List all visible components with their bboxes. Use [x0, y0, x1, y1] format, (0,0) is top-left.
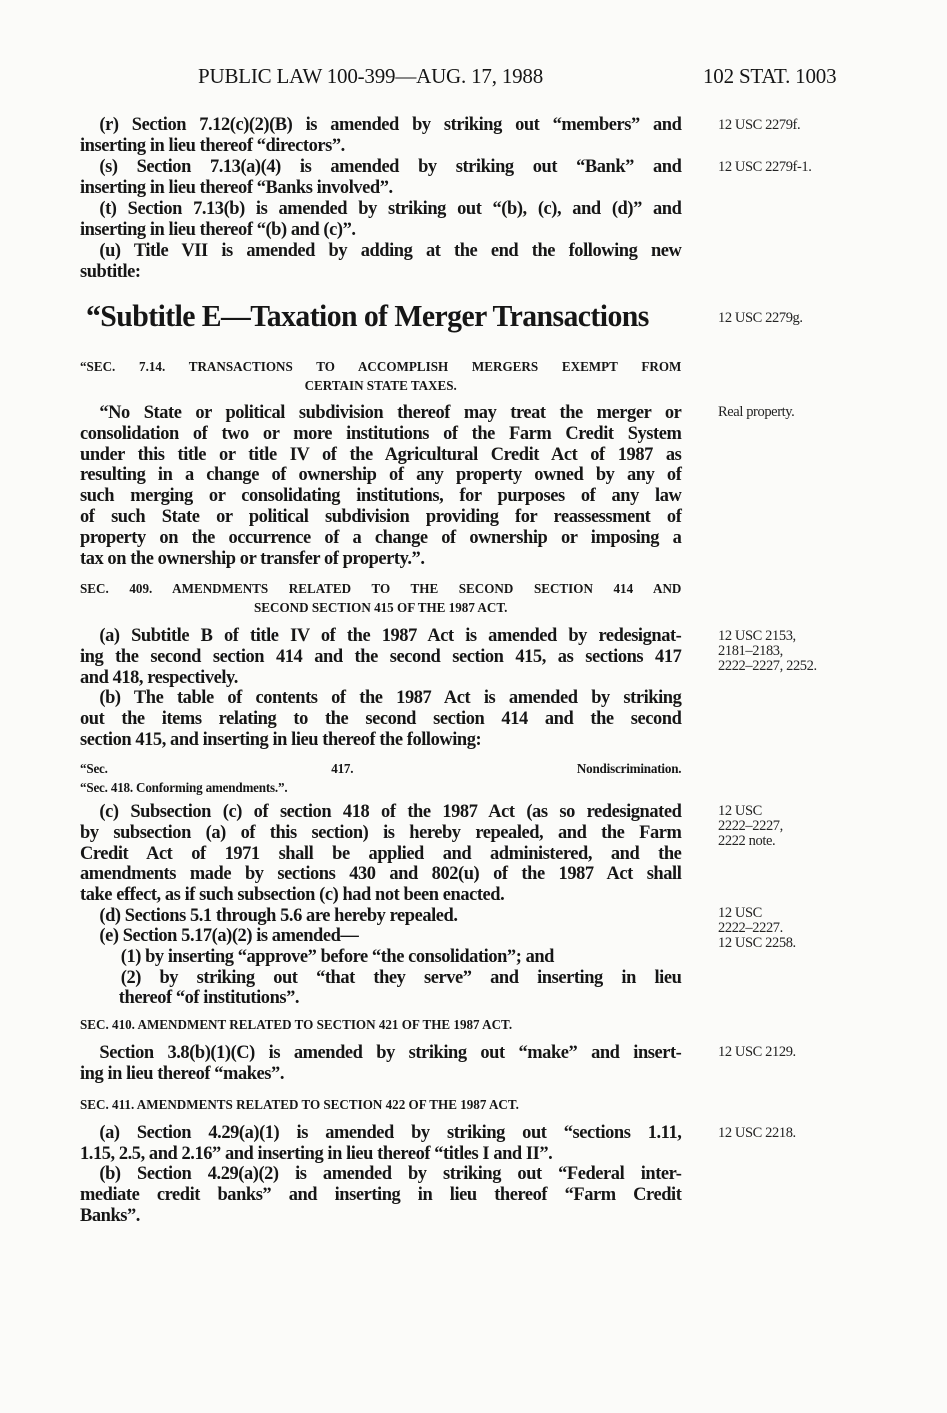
paragraph-411-a	[80, 1123, 700, 1165]
text-line: section 415, and inserting in lieu thereof the following:	[80, 728, 482, 750]
text-line: (s) Section 7.13(a)(4) is amended by striking out “Bank” and	[99, 156, 682, 177]
section-heading-7-14	[80, 358, 700, 395]
margin-note-line: 12 USC 2153,	[718, 628, 796, 644]
text-line: of such State or political subdivision providing for reassessment of	[80, 505, 682, 527]
paragraph-411-b	[80, 1164, 700, 1226]
text-line: (b) The table of contents of the 1987 Act is amended by striking	[99, 687, 682, 708]
margin-note-409-a	[718, 629, 817, 674]
paragraph-t	[80, 199, 700, 241]
section-heading-410	[80, 1016, 700, 1035]
text-line: (a) Subtitle B of title IV of the 1987 Act is amended by redesignat-	[99, 625, 682, 646]
paragraph-409-d	[80, 906, 700, 927]
text-line: “SEC. 7.14. TRANSACTIONS TO ACCOMPLISH MERGERS EXEMPT FROM	[80, 359, 682, 374]
text-line: property on the occurrence of a change of ownership or imposing a	[80, 526, 682, 548]
text-line: under this title or title IV of the Agricultural Credit Act of 1987 as	[80, 443, 682, 465]
margin-note-line: 2181–2183,	[718, 643, 783, 659]
text-line: ing in lieu thereof “makes”.	[80, 1062, 285, 1084]
paragraph-u	[80, 241, 700, 283]
text-line: Banks”.	[80, 1204, 140, 1226]
margin-note-line: 12 USC	[718, 905, 762, 921]
text-line: mediate credit banks” and inserting in lieu thereof “Farm Credit	[80, 1183, 682, 1205]
text-line: tax on the ownership or transfer of property.”.	[80, 547, 425, 569]
text-line: take effect, as if such subsection (c) had not been enacted.	[80, 884, 505, 906]
text-line: resulting in a change of ownership of any property owned by any of	[80, 464, 682, 486]
text-line: (d) Sections 5.1 through 5.6 are hereby repealed.	[99, 905, 458, 926]
section-heading-409	[80, 580, 700, 617]
page-number: 102 STAT. 1003	[703, 64, 837, 88]
margin-note-r	[718, 118, 800, 133]
paragraph-410	[80, 1043, 700, 1085]
running-header-title: PUBLIC LAW 100-399—AUG. 17, 1988	[198, 64, 544, 88]
text-line: (t) Section 7.13(b) is amended by striking out “(b), (c), and (d)” and	[99, 198, 682, 219]
text-line: (r) Section 7.12(c)(2)(B) is amended by striking out “members” and	[99, 114, 682, 135]
text-line: Credit Act of 1971 shall be applied and administered, and the	[80, 842, 682, 864]
paragraph-r	[80, 115, 700, 157]
text-line: Section 3.8(b)(1)(C) is amended by striking out “make” and insert-	[99, 1042, 682, 1063]
margin-note-s	[718, 160, 812, 175]
paragraph-409-c	[80, 802, 700, 906]
margin-note-line: 12 USC 2218.	[718, 1125, 796, 1141]
margin-note-411-a	[718, 1126, 796, 1141]
text-line: consolidation of two or more institutions of the Farm Credit System	[80, 422, 682, 444]
margin-note-line: 12 USC 2279f.	[718, 117, 801, 133]
text-line: subtitle:	[80, 260, 141, 282]
paragraph-409-b	[80, 688, 700, 750]
margin-note-410	[718, 1045, 796, 1060]
paragraph-409-a	[80, 626, 700, 688]
paragraph-409-e-2	[80, 968, 700, 989]
text-line: (u) Title VII is amended by adding at the end the following new	[99, 240, 682, 261]
text-line: SEC. 410. AMENDMENT RELATED TO SECTION 421 OF THE 1987 ACT.	[80, 1017, 513, 1032]
paragraph-s	[80, 157, 700, 199]
margin-note-line: 12 USC 2279f-1.	[718, 159, 812, 175]
subtitle-heading: “Subtitle E—Taxation of Merger Transactions	[86, 298, 649, 333]
text-line: thereof “of institutions”.	[118, 987, 300, 1008]
text-line: inserting in lieu thereof “(b) and (c)”.	[80, 218, 356, 240]
text-line: “Sec. 417. Nondiscrimination.	[80, 761, 682, 776]
text-line: CERTAIN STATE TAXES.	[304, 377, 457, 393]
text-line: (a) Section 4.29(a)(1) is amended by striking out “sections 1.11,	[99, 1122, 682, 1143]
table-of-contents-items	[80, 759, 700, 797]
margin-note-line: 2222 note.	[718, 833, 776, 849]
margin-note-line: 2222–2227,	[718, 818, 783, 834]
text-line: such merging or consolidating institutions, for purposes of any law	[80, 485, 682, 507]
text-line: inserting in lieu thereof “Banks involved”.	[80, 176, 393, 198]
text-line: inserting in lieu thereof “directors”.	[80, 134, 345, 156]
margin-note-line: 2222–2227.	[718, 920, 783, 936]
text-line: (b) Section 4.29(a)(2) is amended by striking out “Federal inter-	[99, 1163, 682, 1184]
text-line: (e) Section 5.17(a)(2) is amended—	[99, 925, 359, 946]
text-line: (1) by inserting “approve” before “the consolidation”; and	[120, 946, 554, 967]
text-line: ing the second section 414 and the second section 415, as sections 417	[80, 645, 682, 667]
text-line: “Sec. 418. Conforming amendments.”.	[80, 780, 288, 795]
text-line: SEC. 409. AMENDMENTS RELATED TO THE SECOND SECTION 414 AND	[80, 581, 682, 596]
margin-note-line: 12 USC 2129.	[718, 1044, 796, 1060]
text-line: (c) Subsection (c) of section 418 of the 1987 Act (as so redesignated	[99, 801, 682, 822]
margin-note-line: 12 USC 2258.	[718, 935, 796, 951]
text-line: and 418, respectively.	[80, 666, 238, 688]
text-line: amendments made by sections 430 and 802(u) of the 1987 Act shall	[80, 863, 682, 885]
margin-note-409-d	[718, 906, 796, 951]
paragraph-409-e	[80, 926, 700, 947]
margin-note-line: 12 USC 2279g.	[718, 310, 803, 326]
margin-note-409-c	[718, 804, 783, 849]
margin-note-line: 2222–2227, 2252.	[718, 658, 817, 674]
margin-note-subtitle	[718, 311, 803, 326]
margin-note-line: 12 USC	[718, 803, 762, 819]
text-line: 1.15, 2.5, and 2.16” and inserting in lieu thereof “titles I and II”.	[80, 1142, 553, 1164]
paragraph-409-e-1	[80, 947, 700, 968]
paragraph-quote	[80, 403, 700, 569]
paragraph-409-e-2-cont	[80, 988, 700, 1009]
text-line: by subsection (a) of this section) is hereby repealed, and the Farm	[80, 821, 682, 843]
margin-note-real-property	[718, 405, 794, 420]
text-line: (2) by striking out “that they serve” and inserting in lieu	[120, 967, 682, 988]
text-line: out the items relating to the second section 414 and the second	[80, 707, 682, 729]
margin-note-line: Real property.	[718, 404, 795, 420]
text-line: “No State or political subdivision thereof may treat the merger or	[99, 402, 682, 423]
section-heading-411	[80, 1096, 700, 1115]
text-line: SEC. 411. AMENDMENTS RELATED TO SECTION 422 OF THE 1987 ACT.	[80, 1097, 519, 1112]
text-line: SECOND SECTION 415 OF THE 1987 ACT.	[254, 599, 508, 615]
